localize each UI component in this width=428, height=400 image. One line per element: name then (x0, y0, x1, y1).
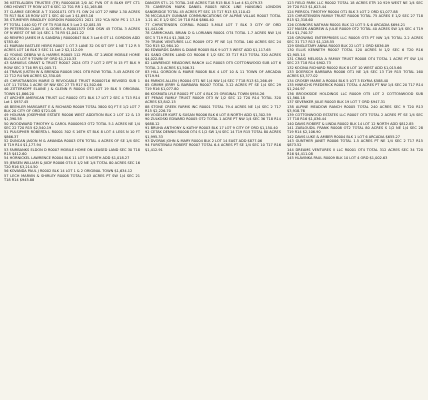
listing-entry: 79 TRUNK VENTURES LLC R0009 OT2 PT NE 1/4 TOTAL 160 ACRES SEC 24 T20 R15 $2,984.10 (145, 39, 281, 49)
listing-entry: 129 SINGLETARY ANNA R0003 BLK 22 LOT 1 ORD $836.09 (287, 44, 390, 49)
listing-entry: 37 CLARKE GEORGE A T 31001071 OT5 F1 OW 24 LOT 27 NBW 1.30 ACRES T5 R17 BLK 18 ROW LOT 1 SEC 40 Lot 1 $1,693.16 (4, 9, 140, 18)
text-column-2 (145, 1, 281, 400)
listing-entry: DANCER ST L 21 TOTAL 24E ACRES T18 R15 BLK 3 Lot 4 $1,079.33 (145, 1, 263, 5)
listing-entry: 48 BEEHLER MARGARET E & RICHARD R0009 TOTAL 3800 SQ FT E 1/2 LOT 7 BLK 20 CITY OF ORD $721.08 (4, 104, 140, 113)
listing-entry: 55 JENSEN WILLIAM & JUDY R0006 OT4 E 1/2 NE 1/4 TOTAL 80 ACRES SEC 16 T20 R16 $3,214.50 (4, 160, 140, 169)
listing-entry: 81 SAND CREEK LAND CO R0006 E 1/2 SEC 33 T17 R13 TOTAL 320 ACRES $4,022.88 (145, 52, 281, 62)
listing-entry: 123 FIELD PARK LLC R0002 TOTAL 18 ACRES ETR 10 929 WEST NE 1/4 SEC 19 T20 R13 $1,623.44 (287, 1, 423, 10)
listing-entry: 139 COTTONWOOD ESTATES LLC R0007 OT3 TOTAL 2 ACRES PT SE 1/4 SEC 17 T18 R16 $1,036.44 (287, 113, 423, 122)
listing-entry: 91 BRUHA ANTHONY & KATHY R0003 BLK 17 LOT 9 CITY OF ORD $1,150.40 (145, 126, 278, 131)
listing-entry: 138 ALPINE MEADOW RANCH R0005 TOTAL 240 ACRES SEC 9 T20 R13 $3,918.76 (287, 104, 423, 113)
listing-entry: 84 PARKOS ALLEN J R0004 OT1 NE 1/4 NW 1/4 SEC 7 T18 R13 $1,266.49 (145, 78, 273, 83)
listing-entry: 53 FAIRBANKS ELDON D R0007 MOBILE HOME ON LEASED LAND SEC 30 T18 R15 $412.60 (4, 147, 140, 156)
listing-entry: 127 MASEK ANDREW & JULIE R0009 OT2 TOTAL 40 ACRES SW 1/4 SEC 4 T19 R14 $1,740.37 (287, 26, 423, 36)
listing-entry: 47 ARCHER AMERICAN TRUST LLC R0002 OT1 BLK 17 LOT 2 SEC 4 T13 R14 Lot 1 $937.45 (4, 95, 140, 105)
listing-entry: 54 HORNICKEL LAWRENCE R0004 BLK 11 LOT 5 NORTH ADD $1,018.27 (4, 156, 130, 161)
listing-entry: 38 STUMEYER BRADLEY GORDON R0000251 2021 152 YCA NOV PS 1 17-19 PT TOTAL 1440 SQ FT OF T5 R18 BLK 5 Lot 2 $2,081.55 (4, 18, 140, 27)
listing-entry: 42 YOUNG DEBRA W & HARRIS R0005 112 PEARL ST 2-WIDE MOBILE HOME BLOCK 4 LOT 9 TOWN OF ORD $1,210.33 (4, 52, 140, 62)
listing-entry: 126 CONNORS NATHAN R0001 BLK 12 LOT 5 & 6 ARCADIA $694.21 (287, 22, 406, 27)
listing-entry: 85 GRIMM JERRY & BARBARA R0007 TOTAL 3.12 ACRES PT SE 1/4 SEC 29 T19 R16 $1,077.80 (145, 82, 281, 92)
listing-entry: 56 KOVANDA PAUL J R0002 BLK 14 LOT 1 & 2 ORIGINAL TOWN $1,634.12 (4, 169, 133, 174)
listing-entry: 87 PENAS FAMILY TRUST R0009 OT3 W 1/2 SEC 12 T20 R14 TOTAL 320 ACRES $3,842.15 (145, 95, 281, 105)
listing-entry: 75 CAMERON MARK DANIEL R0003 NECK LINE HANGING LONDON SANDRIDGE TOTAL 45 ACRES PT SEC 15 T17 R13 $3,110.42 (145, 5, 281, 14)
listing-entry: 57 LECH MARVIN & SHIRLEY R0008 TOTAL 2.03 ACRES PT SW 1/4 SEC 21 T18 R14 $945.88 (4, 173, 140, 182)
listing-entry: 43 SAMUELS GRANT & TRUST R0007 2024 OT3 7 LOT 2 EPT N 15 FT BLK 9 ROW SEC 3 T16 RR $1,005.71 (4, 61, 140, 70)
listing-entry: 145 HLAVINKA PAUL R0009 BLK 10 LOT 4 ORD $1,002.63 (287, 156, 388, 161)
listing-entry: 83 HILL GORDON & MARIE R0008 BLK 4 LOT 10 & 11 TOWN OF ARCADIA $719.94 (145, 70, 281, 79)
listing-entry: 40 RENFRO JAMES M & SANDRA J R0000847 BLK 3 Lot 6 OT L1 GORDON ADD $783.40 (4, 35, 140, 44)
listing-entry: 80 EDWARDS DARIN & DIANE R0005 BLK 9 LOT 3 WEST ADD $1,117.65 (145, 48, 271, 53)
listing-entry: 128 GROWING ENTERPRISES LLC R0005 OT3 PT NW 1/4 TOTAL 2.2 ACRES SEC 31 T17 R13 $1,128.55 (287, 35, 423, 44)
text-column-1 (4, 1, 140, 400)
listing-entry: 89 VOGELER KURT & SUSAN R0006 BLK 6 LOT 8 NORTH ADD $1,302.59 (145, 113, 271, 118)
listing-entry: 124 PIERSOL TIMOTHY R0004 OT1 BLK 3 LOT 2 ORD $1,077.88 (287, 9, 398, 14)
listing-entry: 94 FURSTENAU ROBERT R0007 TOTAL 6.4 ACRES PT SE 1/4 SEC 10 T17 R16 $1,412.91 (145, 143, 281, 152)
listing-entry: 39 PETERSON CLAIR E & DORIS A R0001573 OSB OSW 45 TOTAL 3 ACRES OF N WEST OT NE 1/4 SEC 1 T4 R5 $1,041.22 (4, 26, 140, 36)
listing-entry: 45 CHRISTIANSON MARIE D REVOCABLE TRUST R0000716 REVISED SUB 1 LOT 11 TOTAL 1 ACRE OF NW SEC 27 T5 R17 $1,502.66 (4, 78, 140, 87)
listing-entry: 36 KETELALDEN TRUSTEE (TR) R0000018 2/0 AC FVN OT 8 BLK9 EPT CT1 ORD HOWST 7F ROW LOT 6 SEC 12 T01 RR 1 $1,165.88 (4, 1, 140, 10)
listing-entry: 132 KOCINA RICHARD R0002 BLK 8 LOT 10 WEST ADD $1,015.66 (287, 65, 402, 70)
listing-entry: 90 ZULKOSKI EDWARD R0005 OT2 TOTAL 1 ACRE PT NW 1/4 SEC 36 T18 R14 $688.12 (145, 117, 281, 126)
listing-entry: 134 CROSBY MARIE A R0004 BLK 5 LOT 3 ELYRIA $588.40 (287, 78, 389, 83)
listing-entry: 135 HINRICHS FREDERICK R0001 TOTAL 4 ACRES PT NW 1/4 SEC 20 T17 R14 $1,244.97 (287, 82, 423, 92)
listing-entry: 133 DOERSCH BARBARA R0006 OT1 NE 1/4 SEC 13 T19 R15 TOTAL 160 ACRES $3,377.02 (287, 70, 423, 79)
listing-entry: 93 DVORAK JOHN & MARY R0004 BLK 2 LOT 14 EAST ADD $877.06 (145, 139, 263, 143)
listing-entry: 130 ELLIS KENNETH R0007 TOTAL 120 ACRES N 1/2 SEC 6 T20 R16 $2,905.14 (287, 48, 423, 57)
listing-entry: 125 CHRISTENSEN FAMILY TRUST R0006 TOTAL 75 ACRES E 1/2 SEC 27 T18 R15 $2,318.60 (287, 13, 423, 23)
listing-entry: 77 CHRISTENSEN CORRAL R0002 5-MILE LOT 7 BLK 3 CITY OF ORD $1,441.06 (145, 22, 281, 31)
listing-entry: 41 MARIAN EASTLEE HEIRS R0007 1 OT 3 LANE 32 OS SIT OFF 1 NE T 12 R 5 ACRES LOT 16 BLK 3 SEC 11 Lot 2 $2,112.09 (4, 44, 140, 53)
listing-entry: 142 DAVIS LUKE & AMBER R0004 BLK 1 LOT 6 ARCADIA $655.27 (287, 134, 401, 139)
listing-entry: 88 STONE CREEK FARMS INC R0001 TOTAL 79.4 ACRES NE 1/4 SEC 2 T17 R15 $2,226.70 (145, 104, 281, 113)
listing-entry: 141 ZABLOUDIL FRANK R0008 OT2 TOTAL 80 ACRES S 1/2 NE 1/4 SEC 28 T19 R14 $2,106.90 (287, 126, 423, 135)
listing-entry: 52 DUNCAN JASON M & AMANDA R0003 OT6 TOTAL 4 ACRES OF SE 1/4 SEC 8 T19 R14 $1,177.94 (4, 139, 140, 148)
listing-entry: 137 SEVENKER JULIE R0003 BLK 19 LOT 7 ORD $947.31 (287, 100, 386, 105)
listing-entry: 131 CRAIG MELISSA A FAMILY TRUST R0008 OT4 TOTAL 1 ACRE PT SW 1/4 SEC 23 T18 R14 $902.73 (287, 57, 423, 66)
listing-entry: 136 BROOKSIDE HOLDINGS LLC R0009 OT5 LOT 2 COTTONWOOD SUB $1,560.18 (287, 91, 423, 100)
listing-entry: 143 GUNTHER JANET R0006 TOTAL 1.5 ACRES PT NE 1/4 SEC 2 T17 R15 $873.52 (287, 139, 423, 148)
text-column-3 (287, 1, 423, 400)
listing-entry: 86 KOSMATA LYLE R0002 PT LOT 4 BLK 25 ORIGINAL TOWN $954.26 (145, 91, 265, 96)
listing-entry: 46 ZITTERKOPF ELAINE J & GLENN R R0004 OT3 LOT 19 BLK 5 ORIGINAL TOWN $1,866.20 (4, 87, 140, 96)
listing-entry: 51 PULSIPHER ROBERTA L R0001 302 S 16TH ST BLK 8 LOT 4 LESS N 10 FT $866.37 (4, 130, 140, 139)
listing-entry: 92 CETAK DENNIS R0008 OT4 S 1/2 SW 1/4 SEC 14 T19 R15 TOTAL 80 ACRES $1,995.33 (145, 130, 281, 139)
listing-entry: 49 HOLMAN JOSEPHINE ESTATE R0006 WEST ADDITION BLK 2 LOT 12 & 13 $1,390.55 (4, 113, 140, 122)
listing-entry: 50 WOODWARD TIMOTHY & CAROL R0000913 OT2 TOTAL 5.1 ACRES NE 1/4 SEC 22 T20 R15 $2,540.19 (4, 121, 140, 131)
listing-entry: 44 TRAVIS JUSTIN W & BRENDA R0008 1901 OT8 ROW TOTAL 3.45 ACRES OF 12 T12 R4 W6 ACRES $2,330.08 (4, 70, 140, 79)
listing-entry: 144 DREAMS VENTURES II LLC R0001 OT4 TOTAL 312 ACRES SEC 34 T20 R16 $4,411.08 (287, 147, 423, 156)
listing-entry: 82 LAWRENCE MEADOWS RANCH LLC R0003 OT5 COTTONWOOD SUB LOT 6 TOTAL 2.5 ACRES $1,506.31 (145, 61, 281, 70)
listing-entry: 78 CARMICHAEL BRIAN D & LORIANN R0001 OT4 TOTAL 1.7 ACRES NW 1/4 SEC 5 T19 R14 $1,308.22 (145, 31, 281, 40)
listing-entry: 76 MCCAULEY GUNNAR COMMUNICATIONS OF ALPINE VILLAS R0007 TOTAL 1.21 AC E 1/2 SEC 19 T18 R16 $860.40 (145, 13, 281, 23)
listing-entry: 140 DAVIS ROBERT & LINDA R0002 BLK 14 LOT 12 NORTH ADD $812.85 (287, 121, 414, 126)
